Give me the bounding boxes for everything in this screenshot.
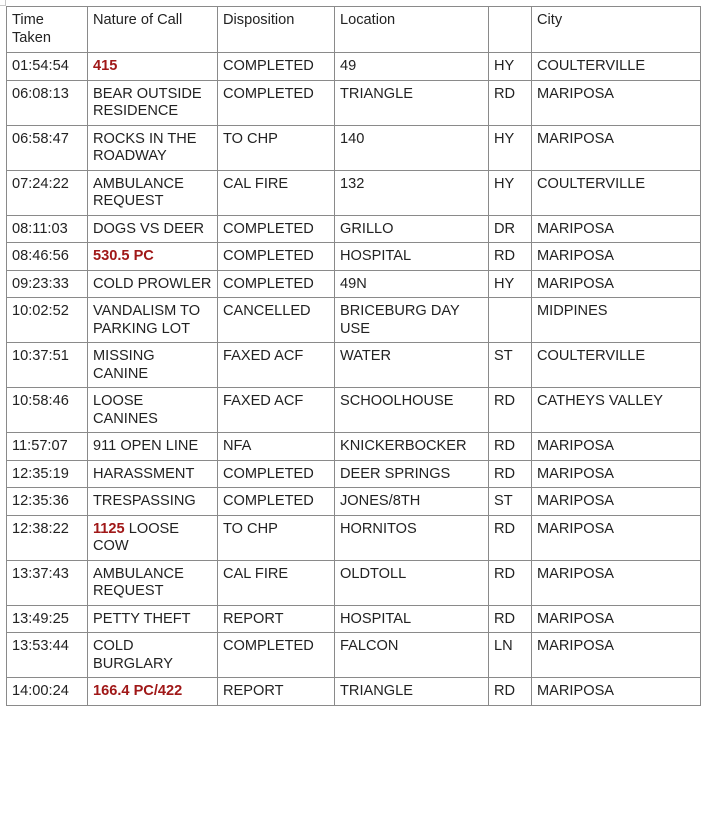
table-row (7, 343, 701, 388)
table-row (7, 215, 701, 243)
call-description: HARASSMENT (93, 465, 195, 482)
cell-city: MARIPOSA (532, 515, 701, 560)
column-header-location: Location (335, 7, 489, 53)
cell-time: 10:58:46 (7, 388, 88, 433)
cell-city: COULTERVILLE (532, 53, 701, 81)
cell-time: 13:53:44 (7, 633, 88, 678)
cell-disposition: COMPLETED (218, 80, 335, 125)
table-row (7, 80, 701, 125)
cell-nature (88, 80, 218, 125)
cell-location: FALCON (335, 633, 489, 678)
cell-location: KNICKERBOCKER (335, 433, 489, 461)
cell-city: COULTERVILLE (532, 170, 701, 215)
call-description: MISSING CANINE (93, 348, 155, 382)
cell-disposition: NFA (218, 433, 335, 461)
cell-location: WATER (335, 343, 489, 388)
cell-street-type: LN (489, 633, 532, 678)
table-row (7, 388, 701, 433)
cell-time: 12:38:22 (7, 515, 88, 560)
call-description: ROCKS IN THE ROADWAY (93, 130, 197, 164)
call-description: COLD PROWLER (93, 275, 212, 292)
table-row (7, 270, 701, 298)
call-log-body (7, 53, 701, 706)
cell-disposition: REPORT (218, 605, 335, 633)
call-description: DOGS VS DEER (93, 220, 205, 237)
cell-disposition: CANCELLED (218, 298, 335, 343)
cell-disposition: FAXED ACF (218, 388, 335, 433)
cell-nature (88, 633, 218, 678)
call-description: VANDALISM TO PARKING LOT (93, 303, 201, 337)
cell-disposition: REPORT (218, 678, 335, 706)
cell-city: COULTERVILLE (532, 343, 701, 388)
cell-time: 09:23:33 (7, 270, 88, 298)
call-log-table (6, 6, 701, 706)
cell-time: 06:58:47 (7, 125, 88, 170)
cell-street-type: HY (489, 170, 532, 215)
column-header-nature: Nature of Call (88, 7, 218, 53)
cell-location: 49 (335, 53, 489, 81)
cell-street-type: RD (489, 515, 532, 560)
cell-street-type: HY (489, 125, 532, 170)
cell-location: HOSPITAL (335, 605, 489, 633)
call-description: TRESPASSING (93, 493, 196, 509)
cell-time: 08:11:03 (7, 215, 88, 243)
table-row (7, 488, 701, 516)
table-row (7, 243, 701, 271)
column-header-time: Time Taken (7, 7, 88, 53)
table-row (7, 170, 701, 215)
cell-time: 08:46:56 (7, 243, 88, 271)
cell-street-type: RD (489, 460, 532, 488)
cell-disposition: COMPLETED (218, 488, 335, 516)
table-row (7, 678, 701, 706)
cell-disposition: COMPLETED (218, 215, 335, 243)
cell-location: TRIANGLE (335, 80, 489, 125)
call-description: AMBULANCE REQUEST (93, 565, 184, 599)
cell-location: HOSPITAL (335, 243, 489, 271)
cell-street-type: RD (489, 243, 532, 271)
table-row (7, 53, 701, 81)
call-description: BEAR OUTSIDE RESIDENCE (93, 85, 202, 119)
call-description: 911 OPEN LINE (93, 438, 199, 454)
call-code: 415 (93, 58, 118, 74)
cell-time: 10:37:51 (7, 343, 88, 388)
cell-street-type: RD (489, 605, 532, 633)
cell-street-type: ST (489, 488, 532, 516)
cell-disposition: CAL FIRE (218, 560, 335, 605)
call-description: LOOSE CANINES (93, 393, 158, 427)
cell-time: 01:54:54 (7, 53, 88, 81)
cell-nature (88, 53, 218, 81)
table-row (7, 560, 701, 605)
table-row (7, 125, 701, 170)
cell-disposition: COMPLETED (218, 633, 335, 678)
column-header-street-type (489, 7, 532, 53)
cell-location: DEER SPRINGS (335, 460, 489, 488)
cell-street-type: DR (489, 215, 532, 243)
cell-nature (88, 433, 218, 461)
cell-city: MARIPOSA (532, 433, 701, 461)
cell-nature (88, 488, 218, 516)
cell-location: OLDTOLL (335, 560, 489, 605)
cell-nature (88, 560, 218, 605)
cell-city: MARIPOSA (532, 488, 701, 516)
cell-city: CATHEYS VALLEY (532, 388, 701, 433)
cell-street-type: HY (489, 53, 532, 81)
cell-time: 12:35:36 (7, 488, 88, 516)
cell-city: MARIPOSA (532, 605, 701, 633)
cell-street-type: RD (489, 388, 532, 433)
cell-nature (88, 515, 218, 560)
cell-city: MARIPOSA (532, 460, 701, 488)
cell-nature (88, 125, 218, 170)
table-row (7, 515, 701, 560)
column-header-city: City (532, 7, 701, 53)
cell-disposition: TO CHP (218, 515, 335, 560)
cell-time: 13:49:25 (7, 605, 88, 633)
cell-disposition: COMPLETED (218, 270, 335, 298)
column-header-disposition: Disposition (218, 7, 335, 53)
cell-street-type: HY (489, 270, 532, 298)
call-description: LOOSE COW (93, 520, 180, 554)
table-row (7, 633, 701, 678)
cell-nature (88, 170, 218, 215)
cell-location: BRICEBURG DAY USE (335, 298, 489, 343)
cell-city: MARIPOSA (532, 215, 701, 243)
cell-nature (88, 343, 218, 388)
cell-disposition: TO CHP (218, 125, 335, 170)
cell-nature (88, 270, 218, 298)
cell-location: JONES/8TH (335, 488, 489, 516)
call-description: COLD BURGLARY (93, 638, 174, 672)
cell-nature (88, 460, 218, 488)
cell-street-type (489, 298, 532, 343)
cell-disposition: COMPLETED (218, 243, 335, 271)
cell-city: MARIPOSA (532, 270, 701, 298)
cell-nature (88, 678, 218, 706)
cell-street-type: RD (489, 80, 532, 125)
cell-location: 132 (335, 170, 489, 215)
cell-time: 07:24:22 (7, 170, 88, 215)
cell-time: 11:57:07 (7, 433, 88, 461)
cell-nature (88, 605, 218, 633)
cell-time: 10:02:52 (7, 298, 88, 343)
cell-time: 14:00:24 (7, 678, 88, 706)
call-code: 166.4 PC/422 (93, 683, 183, 699)
cell-disposition: COMPLETED (218, 460, 335, 488)
cell-time: 06:08:13 (7, 80, 88, 125)
cell-nature (88, 298, 218, 343)
header-row (7, 7, 701, 53)
call-code: 1125 (93, 520, 125, 537)
cell-nature (88, 388, 218, 433)
cell-time: 13:37:43 (7, 560, 88, 605)
table-row (7, 433, 701, 461)
call-code: 530.5 PC (93, 248, 154, 264)
cell-city: MARIPOSA (532, 243, 701, 271)
cell-nature (88, 243, 218, 271)
cell-location: SCHOOLHOUSE (335, 388, 489, 433)
cell-location: GRILLO (335, 215, 489, 243)
cell-street-type: RD (489, 433, 532, 461)
table-row (7, 460, 701, 488)
cell-city: MARIPOSA (532, 560, 701, 605)
cell-disposition: CAL FIRE (218, 170, 335, 215)
table-row (7, 605, 701, 633)
cell-street-type: RD (489, 560, 532, 605)
cell-city: MARIPOSA (532, 125, 701, 170)
cell-city: MARIPOSA (532, 633, 701, 678)
cell-city: MARIPOSA (532, 80, 701, 125)
cell-location: 140 (335, 125, 489, 170)
cell-disposition: COMPLETED (218, 53, 335, 81)
call-description: PETTY THEFT (93, 610, 191, 627)
cell-city: MIDPINES (532, 298, 701, 343)
cell-street-type: ST (489, 343, 532, 388)
cell-nature (88, 215, 218, 243)
call-description: AMBULANCE REQUEST (93, 175, 184, 209)
cell-location: 49N (335, 270, 489, 298)
table-row (7, 298, 701, 343)
cell-location: HORNITOS (335, 515, 489, 560)
cell-disposition: FAXED ACF (218, 343, 335, 388)
cell-time: 12:35:19 (7, 460, 88, 488)
cell-city: MARIPOSA (532, 678, 701, 706)
cell-location: TRIANGLE (335, 678, 489, 706)
cell-street-type: RD (489, 678, 532, 706)
